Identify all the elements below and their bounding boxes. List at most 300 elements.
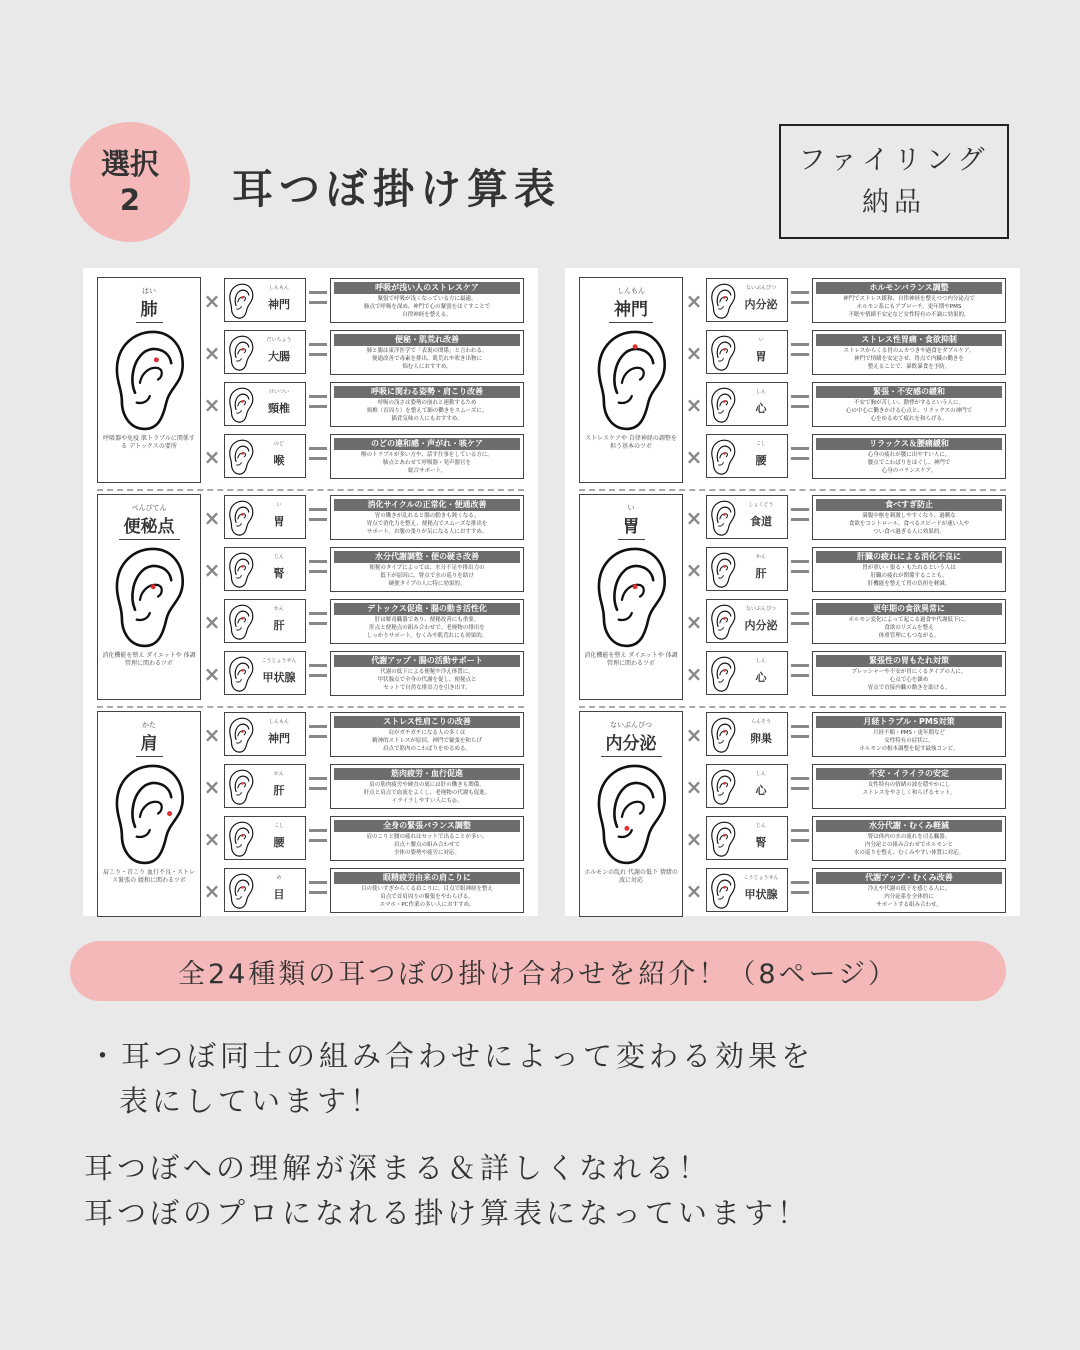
closing-line-2: 耳つぼのプロになれる掛け算表になっています！ bbox=[84, 1195, 811, 1230]
partner-point-ruby: ないぶんぴつ bbox=[745, 606, 776, 612]
point-section bbox=[97, 711, 524, 921]
partner-point-ruby: しょくどう bbox=[748, 502, 774, 508]
partner-point-box bbox=[706, 547, 788, 591]
partner-point-name: 目 bbox=[273, 888, 285, 901]
result-description: 呼吸の浅さは姿勢の崩れと連動するため 頸椎（首周り）を整えて肺の働きをスムーズに。 猫背気味の人にもおすすめ。 bbox=[366, 400, 488, 423]
closing-text bbox=[84, 1146, 810, 1236]
partner-point-ruby: い bbox=[758, 337, 764, 343]
ear-icon bbox=[710, 769, 736, 805]
partner-point-box bbox=[706, 495, 788, 539]
badge-label: 選択 bbox=[100, 146, 159, 181]
result-title: ストレス性肩こりの改善 bbox=[334, 716, 520, 728]
ear-icon bbox=[228, 500, 254, 536]
ear-icon bbox=[228, 283, 254, 319]
multiply-sign: × bbox=[685, 723, 703, 747]
ear-icon bbox=[710, 283, 736, 319]
ear-icon bbox=[228, 821, 254, 857]
combination-row bbox=[685, 329, 1006, 376]
equals-sign bbox=[309, 343, 327, 356]
result-description: 冷えや代謝の低下を感じる人に。 内分泌系を全体的に サポートする組み合わせ。 bbox=[867, 886, 951, 909]
result-description: ストレスからくる胃のムカつきや過食をダブルケア。 神門で情緒を安定させ、胃点で内臓の働きを 整えることで、暴飲暴食を予防。 bbox=[843, 348, 975, 371]
point-section bbox=[579, 277, 1006, 487]
main-point-description: 消化機能を整え ダイエットや 体調管理に関わるツボ bbox=[102, 652, 196, 668]
combination-row bbox=[203, 494, 524, 541]
multiply-sign: × bbox=[203, 610, 221, 634]
acupoint-dot bbox=[723, 886, 726, 889]
acupoint-dot bbox=[633, 344, 638, 349]
bullet-point bbox=[88, 1034, 814, 1124]
acupoint-dot bbox=[167, 811, 172, 816]
result-title: 更年期の食欲異常に bbox=[816, 603, 1002, 615]
ear-icon bbox=[710, 439, 736, 475]
acupoint-dot bbox=[723, 834, 726, 837]
ear-icon bbox=[594, 761, 668, 867]
main-point-name: 肺 bbox=[136, 295, 163, 323]
main-point-box bbox=[97, 277, 201, 483]
result-title: リラックス＆腰痛緩和 bbox=[816, 438, 1002, 450]
equals-sign bbox=[791, 291, 809, 304]
equals-sign bbox=[791, 343, 809, 356]
multiply-sign: × bbox=[203, 558, 221, 582]
result-box bbox=[812, 868, 1006, 913]
main-point-ruby: べんぴてん bbox=[131, 504, 167, 512]
partner-point-ruby: め bbox=[276, 875, 282, 881]
result-title: 消化サイクルの正常化・便通改善 bbox=[334, 499, 520, 511]
main-point-ruby: かた bbox=[142, 721, 156, 729]
acupoint-dot bbox=[241, 730, 244, 733]
acupoint-dot bbox=[241, 348, 244, 351]
result-description: 緊張で呼吸が浅くなっている方に最適。 肺点で呼吸を深め、神門で心の緊張をほぐすことで 自律神経を整える。 bbox=[363, 296, 491, 319]
partner-point-ruby: こうじょうせん bbox=[261, 658, 297, 664]
bullet-line-2: 表にしています！ bbox=[119, 1083, 384, 1118]
ear-icon bbox=[228, 604, 254, 640]
selection-badge bbox=[70, 122, 190, 242]
main-point-description: 肩こり・首こり 血行不良・ストレス緊張の 緩和に関わるツボ bbox=[103, 869, 195, 885]
result-title: 食べすぎ防止 bbox=[816, 499, 1002, 511]
bullet-line-1: ・耳つぼ同士の組み合わせによって変わる効果を bbox=[88, 1039, 815, 1073]
chart-sheet-right bbox=[565, 268, 1020, 916]
point-section bbox=[579, 711, 1006, 921]
combination-row bbox=[685, 815, 1006, 862]
ear-icon bbox=[594, 327, 668, 433]
combination-row bbox=[685, 277, 1006, 324]
multiply-sign: × bbox=[203, 341, 221, 365]
partner-point-name: 胃 bbox=[755, 350, 767, 363]
partner-point-name: 食道 bbox=[750, 515, 772, 528]
result-title: 水分代謝調整・便の硬さ改善 bbox=[334, 551, 520, 563]
partner-point-box bbox=[706, 382, 788, 426]
feature-banner: 全24種類の耳つぼの掛け合わせを紹介！（8ページ） bbox=[70, 941, 1006, 1001]
result-title: 呼吸が浅い人のストレスケア bbox=[334, 282, 520, 294]
partner-point-ruby: らんそう bbox=[750, 719, 771, 725]
partner-point-box bbox=[706, 434, 788, 478]
partner-point-name: 腰 bbox=[755, 454, 767, 467]
equals-sign bbox=[791, 447, 809, 460]
main-point-ruby: ないぶんぴつ bbox=[610, 721, 652, 729]
multiply-sign: × bbox=[685, 775, 703, 799]
page-title: 耳つぼ掛け算表 bbox=[232, 165, 561, 213]
result-title: ストレス性胃痛・食欲抑制 bbox=[816, 334, 1002, 346]
acupoint-dot bbox=[154, 357, 159, 362]
combination-row bbox=[203, 433, 524, 480]
main-point-description: ホルモンの乱れ 代謝の低下 情緒の波に対応 bbox=[584, 869, 678, 885]
acupoint-dot bbox=[723, 782, 726, 785]
acupoint-dot bbox=[723, 730, 726, 733]
combination-row bbox=[203, 763, 524, 810]
partner-point-ruby: しん bbox=[755, 658, 766, 664]
result-box bbox=[330, 278, 524, 323]
result-description: 肺と腸は東洋医学で「表裏の関係」と言われる。 便通改善で毒素を排出、肌荒れや吹き出物に 悩む人におすすめ。 bbox=[366, 348, 488, 371]
partner-point-box bbox=[224, 330, 306, 374]
ear-icon bbox=[710, 552, 736, 588]
combination-row bbox=[203, 546, 524, 593]
partner-point-name: 胃 bbox=[273, 515, 285, 528]
partner-point-name: 肝 bbox=[755, 567, 767, 580]
result-description: 肩の筋肉疲労や硬直の裏には肝の働きも関係。 肝点と肩点で血流をよくし、老廃物の代謝も促進。 イライラしやすい人にも◎。 bbox=[363, 782, 491, 805]
acupoint-dot bbox=[241, 296, 244, 299]
combination-row bbox=[203, 329, 524, 376]
combination-row bbox=[685, 711, 1006, 758]
partner-point-name: 甲状腺 bbox=[262, 671, 296, 684]
multiply-sign: × bbox=[203, 289, 221, 313]
combination-row bbox=[685, 867, 1006, 914]
partner-point-ruby: かん bbox=[273, 771, 284, 777]
partner-point-box bbox=[224, 764, 306, 808]
result-title: 肝臓の疲れによる消化不良に bbox=[816, 551, 1002, 563]
multiply-sign: × bbox=[203, 879, 221, 903]
ear-icon bbox=[228, 335, 254, 371]
result-box bbox=[330, 712, 524, 757]
multiply-sign: × bbox=[203, 506, 221, 530]
result-title: のどの違和感・声がれ・咳ケア bbox=[334, 438, 520, 450]
partner-point-box bbox=[224, 868, 306, 912]
ear-icon bbox=[112, 761, 186, 867]
partner-point-name: 大腸 bbox=[268, 350, 290, 363]
ear-icon bbox=[112, 544, 186, 650]
combination-row bbox=[203, 711, 524, 758]
result-box bbox=[330, 547, 524, 592]
result-title: 緊張・不安感の緩和 bbox=[816, 386, 1002, 398]
partner-point-name: 腎 bbox=[273, 567, 285, 580]
main-point-box bbox=[579, 277, 683, 483]
combination-row bbox=[203, 598, 524, 645]
partner-point-name: 喉 bbox=[273, 454, 285, 467]
equals-sign bbox=[791, 664, 809, 677]
partner-point-name: 神門 bbox=[268, 732, 290, 745]
equals-sign bbox=[791, 881, 809, 894]
multiply-sign: × bbox=[685, 827, 703, 851]
partner-point-ruby: こうじょうせん bbox=[743, 875, 779, 881]
result-title: 筋肉疲労・血行促進 bbox=[334, 768, 520, 780]
partner-point-name: 心 bbox=[755, 784, 767, 797]
acupoint-dot bbox=[241, 669, 244, 672]
result-title: 呼吸に関わる姿勢・肩こり改善 bbox=[334, 386, 520, 398]
result-box bbox=[330, 330, 524, 375]
partner-point-name: 頸椎 bbox=[268, 402, 290, 415]
acupoint-dot bbox=[241, 617, 244, 620]
main-point-ruby: い bbox=[627, 504, 635, 512]
main-point-box bbox=[579, 711, 683, 917]
ear-icon bbox=[228, 439, 254, 475]
combination-row bbox=[203, 815, 524, 862]
multiply-sign: × bbox=[685, 445, 703, 469]
result-description: プレッシャーや不安が胃にくるタイプの人に。 心点で心を鎮め 胃点で直接内臓の動きを助ける。 bbox=[851, 669, 967, 692]
ear-icon bbox=[228, 656, 254, 692]
partner-point-ruby: じん bbox=[755, 823, 766, 829]
acupoint-dot bbox=[151, 584, 156, 589]
ear-icon bbox=[594, 544, 668, 650]
result-box bbox=[812, 330, 1006, 375]
partner-point-name: 内分泌 bbox=[744, 298, 778, 311]
partner-point-ruby: い bbox=[276, 502, 282, 508]
partner-point-box bbox=[224, 599, 306, 643]
result-box bbox=[330, 599, 524, 644]
result-description: 目の使いすぎからくる肩こりに。目点で眼神経を整え 肩点で首肩周りの緊張をやわらげる。 スマホ・PC作業の多い人におすすめ。 bbox=[360, 886, 493, 909]
acupoint-dot bbox=[241, 834, 244, 837]
result-description: 代謝の低下による便秘や冷え体質に。 甲状腺点で全身の代謝を促し、便秘点と セットで自然な排出力を引き出す。 bbox=[377, 669, 477, 692]
partner-point-name: 心 bbox=[755, 671, 767, 684]
result-box bbox=[812, 816, 1006, 861]
ear-icon bbox=[228, 769, 254, 805]
result-description: 心身の疲れが腰に出やすい人に。 腰点でこわばりをほぐし、神門で 心身のバランスケア。 bbox=[867, 452, 951, 475]
equals-sign bbox=[791, 560, 809, 573]
ear-icon bbox=[710, 656, 736, 692]
acupoint-dot bbox=[241, 400, 244, 403]
ear-icon bbox=[710, 717, 736, 753]
result-description: 胃の働きが乱れると腸の動きも鈍くなる。 胃点で消化力を整え、便秘点でスムーズな排出を サポート。お腹の張りが気になる人におすすめ。 bbox=[366, 513, 488, 536]
main-point-description: 消化機能を整え ダイエットや 体調管理に関わるツボ bbox=[584, 652, 678, 668]
main-point-name: 肩 bbox=[136, 729, 163, 757]
partner-point-ruby: のど bbox=[273, 441, 284, 447]
acupoint-dot bbox=[723, 669, 726, 672]
partner-point-ruby: かん bbox=[755, 554, 766, 560]
point-section bbox=[97, 277, 524, 487]
result-title: 便秘・肌荒れ改善 bbox=[334, 334, 520, 346]
result-description: 胃が重い・張る・もたれるという人は 肝臓の疲れが関係することも。 肝機能を整えて胃の負担を軽減。 bbox=[862, 565, 956, 588]
partner-point-name: 神門 bbox=[268, 298, 290, 311]
result-description: 月経不順・PMS・更年期など 女性特有の症状に。 ホルモンの根本調整を促す最強コンビ。 bbox=[859, 730, 959, 753]
partner-point-name: 内分泌 bbox=[744, 619, 778, 632]
ear-icon bbox=[228, 387, 254, 423]
acupoint-dot bbox=[241, 782, 244, 785]
result-description: 神門でストレス緩和、自律神経を整えつつ内分泌点で ホルモン系にもアプローチ。更年期やPMS 不眠や情緒不安定など女性特有の不調に効果的。 bbox=[843, 296, 975, 319]
result-title: 不安・イライラの安定 bbox=[816, 768, 1002, 780]
combination-row bbox=[203, 650, 524, 697]
equals-sign bbox=[309, 560, 327, 573]
equals-sign bbox=[309, 725, 327, 738]
equals-sign bbox=[309, 291, 327, 304]
partner-point-ruby: ないぶんぴつ bbox=[745, 285, 776, 291]
result-box bbox=[812, 278, 1006, 323]
partner-point-box bbox=[224, 547, 306, 591]
equals-sign bbox=[791, 395, 809, 408]
ear-icon bbox=[228, 873, 254, 909]
ear-icon bbox=[710, 500, 736, 536]
partner-point-ruby: しん bbox=[755, 771, 766, 777]
result-box bbox=[812, 495, 1006, 540]
equals-sign bbox=[309, 612, 327, 625]
result-box bbox=[812, 764, 1006, 809]
acupoint-dot bbox=[723, 348, 726, 351]
multiply-sign: × bbox=[685, 341, 703, 365]
ear-icon bbox=[710, 873, 736, 909]
result-box bbox=[330, 434, 524, 479]
acupoint-dot bbox=[723, 617, 726, 620]
equals-sign bbox=[791, 508, 809, 521]
acupoint-dot bbox=[241, 513, 244, 516]
partner-point-name: 腎 bbox=[755, 836, 767, 849]
partner-point-ruby: しんもん bbox=[268, 719, 289, 725]
equals-sign bbox=[309, 777, 327, 790]
filing-label: ファイリング bbox=[798, 144, 990, 176]
result-box bbox=[812, 547, 1006, 592]
combination-row bbox=[685, 763, 1006, 810]
main-point-name: 内分泌 bbox=[601, 729, 662, 757]
equals-sign bbox=[791, 612, 809, 625]
multiply-sign: × bbox=[685, 610, 703, 634]
result-title: 全身の緊張バランス調整 bbox=[334, 820, 520, 832]
partner-point-ruby: じん bbox=[273, 554, 284, 560]
multiply-sign: × bbox=[685, 558, 703, 582]
acupoint-dot bbox=[241, 886, 244, 889]
partner-point-box bbox=[706, 330, 788, 374]
partner-point-name: 肝 bbox=[273, 784, 285, 797]
point-section bbox=[579, 494, 1006, 704]
result-box bbox=[330, 764, 524, 809]
main-point-name: 胃 bbox=[618, 512, 645, 540]
badge-number: 2 bbox=[119, 183, 141, 217]
main-point-name: 神門 bbox=[609, 295, 653, 323]
partner-point-ruby: こし bbox=[273, 823, 284, 829]
main-point-ruby: しんもん bbox=[617, 287, 645, 295]
combination-row bbox=[203, 381, 524, 428]
equals-sign bbox=[309, 395, 327, 408]
multiply-sign: × bbox=[203, 393, 221, 417]
partner-point-box bbox=[706, 764, 788, 808]
acupoint-dot bbox=[723, 452, 726, 455]
ear-icon bbox=[112, 327, 186, 433]
partner-point-box bbox=[224, 382, 306, 426]
partner-point-box bbox=[706, 868, 788, 912]
partner-point-ruby: こし bbox=[755, 441, 766, 447]
result-description: 満腹中枢を刺激しやすくなり、過剰な 食欲をコントロール。食べるスピードが速い人や つい食べ過ぎる人に効果的。 bbox=[848, 513, 970, 536]
partner-point-name: 肝 bbox=[273, 619, 285, 632]
acupoint-dot bbox=[624, 826, 629, 831]
partner-point-box bbox=[706, 278, 788, 322]
multiply-sign: × bbox=[685, 879, 703, 903]
main-point-name: 便秘点 bbox=[119, 512, 180, 540]
combination-row bbox=[203, 277, 524, 324]
result-title: デトックス促進・腸の動き活性化 bbox=[334, 603, 520, 615]
partner-point-box bbox=[706, 599, 788, 643]
multiply-sign: × bbox=[203, 662, 221, 686]
result-box bbox=[330, 495, 524, 540]
main-point-ruby: はい bbox=[142, 287, 156, 295]
combination-row bbox=[203, 867, 524, 914]
result-title: 代謝アップ・腸の活動サポート bbox=[334, 655, 520, 667]
main-point-box bbox=[579, 494, 683, 700]
multiply-sign: × bbox=[685, 506, 703, 530]
acupoint-dot bbox=[723, 513, 726, 516]
combination-row bbox=[685, 650, 1006, 697]
ear-icon bbox=[710, 387, 736, 423]
multiply-sign: × bbox=[203, 775, 221, 799]
chart-sheet-left bbox=[83, 268, 538, 916]
multiply-sign: × bbox=[203, 723, 221, 747]
partner-point-name: 甲状腺 bbox=[744, 888, 778, 901]
equals-sign bbox=[309, 829, 327, 842]
point-section bbox=[97, 494, 524, 704]
closing-line-1: 耳つぼへの理解が深まる＆詳しくなれる！ bbox=[84, 1151, 712, 1185]
result-description: 腎は体内の水の流れを司る臓器。 内分泌との組み合わせでホルモンと 水の巡りを整え、むくみやすい体質に対応。 bbox=[853, 834, 965, 857]
partner-point-box bbox=[224, 651, 306, 695]
equals-sign bbox=[791, 829, 809, 842]
partner-point-box bbox=[706, 712, 788, 756]
equals-sign bbox=[309, 881, 327, 894]
filing-delivery-box bbox=[779, 124, 1009, 239]
partner-point-box bbox=[224, 816, 306, 860]
result-box bbox=[812, 382, 1006, 427]
ear-icon bbox=[710, 335, 736, 371]
result-box bbox=[812, 651, 1006, 696]
result-description: ホルモン変化によって起こる過食や代謝低下に。 食欲のリズムを整え 体重管理にもつながる。 bbox=[848, 617, 970, 640]
result-box bbox=[812, 434, 1006, 479]
combination-row bbox=[685, 433, 1006, 480]
main-point-box bbox=[97, 494, 201, 700]
acupoint-dot bbox=[723, 296, 726, 299]
result-box bbox=[330, 816, 524, 861]
partner-point-box bbox=[224, 712, 306, 756]
result-description: 便秘のタイプによっては、水分不足や排出力の 低下が原因に。腎点で水の巡りを助け 硬便タイプの人に特に効果的。 bbox=[369, 565, 485, 588]
partner-point-box bbox=[224, 434, 306, 478]
result-box bbox=[812, 712, 1006, 757]
result-description: 肩のこりと腰の疲れはセットで出ることが多い。 肩点＋腰点の組み合わせで 全体の姿勢や疲労に対応。 bbox=[366, 834, 488, 857]
acupoint-dot bbox=[723, 400, 726, 403]
result-title: 眼精疲労由来の肩こりに bbox=[334, 872, 520, 884]
partner-point-ruby: かん bbox=[273, 606, 284, 612]
main-point-box bbox=[97, 711, 201, 917]
partner-point-ruby: けいつい bbox=[268, 389, 289, 395]
equals-sign bbox=[309, 508, 327, 521]
equals-sign bbox=[309, 447, 327, 460]
multiply-sign: × bbox=[203, 445, 221, 469]
delivery-label: 納品 bbox=[862, 186, 926, 218]
combination-row bbox=[685, 381, 1006, 428]
ear-icon bbox=[228, 717, 254, 753]
multiply-sign: × bbox=[685, 393, 703, 417]
result-description: 不安で胸が苦しい、動悸がするという人に。 心の中心に働きかける心点と、リラックスの神門で 心をゆるめて疲れを和らげる。 bbox=[845, 400, 973, 423]
equals-sign bbox=[791, 725, 809, 738]
partner-point-box bbox=[224, 495, 306, 539]
ear-icon bbox=[710, 604, 736, 640]
partner-point-ruby: だいちょう bbox=[266, 337, 292, 343]
partner-point-name: 腰 bbox=[273, 836, 285, 849]
equals-sign bbox=[791, 777, 809, 790]
equals-sign bbox=[309, 664, 327, 677]
partner-point-ruby: しん bbox=[755, 389, 766, 395]
main-point-description: 呼吸器や免疫 肌トラブルに関係する デトックスの要所 bbox=[103, 435, 195, 451]
result-description: 肩がガチガチになる人の多くは 精神的ストレスが原因。神門で緊張を和らげ 肩点で筋肉のこわばりをゆるめる。 bbox=[372, 730, 482, 753]
result-box bbox=[330, 868, 524, 913]
result-box bbox=[812, 599, 1006, 644]
partner-point-name: 卵巣 bbox=[750, 732, 772, 745]
multiply-sign: × bbox=[203, 827, 221, 851]
partner-point-box bbox=[706, 651, 788, 695]
result-title: 緊張性の胃もたれ対策 bbox=[816, 655, 1002, 667]
result-description: 肝は解毒臓器であり、便秘改善にも重要。 肝点と便秘点の組み合わせで、老廃物の排出を しっかりサポート。むくみや肌荒れにも効果的。 bbox=[366, 617, 488, 640]
ear-icon bbox=[228, 552, 254, 588]
result-description: 喉のトラブルが多い方や、話す仕事をしている方に。 肺点とあわせて呼吸器・発声器官を 総合サポート。 bbox=[361, 452, 493, 475]
